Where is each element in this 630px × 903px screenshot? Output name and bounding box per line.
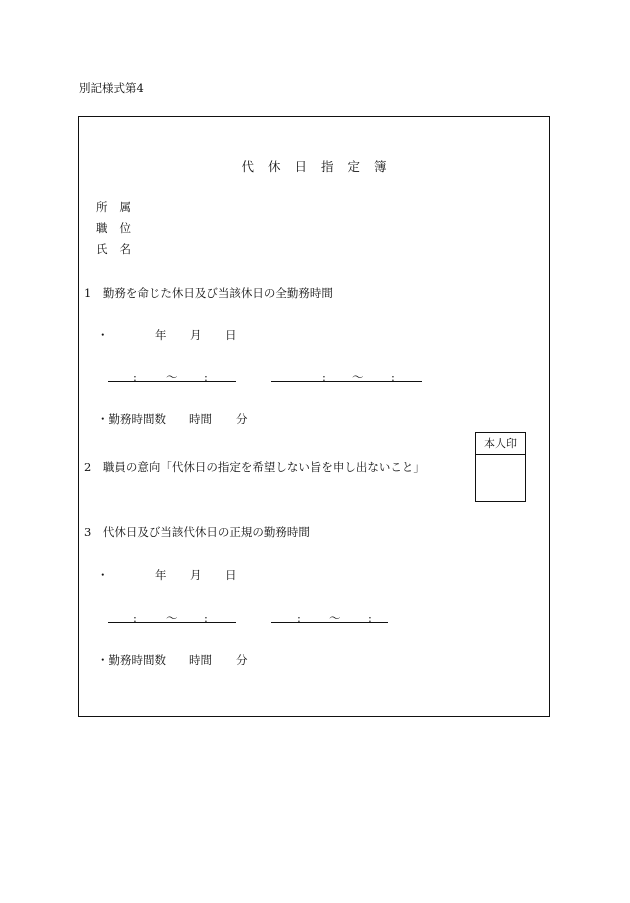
position-label: 職位 [96, 221, 143, 235]
section3-time1-tilde: 〜 [166, 611, 178, 625]
section3-hours-label: ・勤務時間数 [97, 653, 166, 667]
section1-hours-label: ・勤務時間数 [97, 412, 166, 426]
section1-date-bullet: ・ [97, 328, 109, 342]
section1-day-label: 日 [225, 328, 237, 342]
section3-time1-underline [108, 622, 236, 623]
section3-hours-unit: 時間 [189, 653, 212, 667]
section2-heading: 2 職員の意向「代休日の指定を希望しない旨を申し出ないこと」 [84, 460, 425, 474]
section3-time1-start-colon: : [133, 611, 137, 625]
section1-month-label: 月 [190, 328, 202, 342]
section3-year-label: 年 [155, 568, 167, 582]
section3-date-bullet: ・ [97, 568, 109, 582]
section1-time2-start-colon: : [322, 370, 326, 384]
section3-time2-start-colon: : [297, 611, 301, 625]
seal-label: 本人印 [484, 437, 517, 450]
section1-year-label: 年 [155, 328, 167, 342]
seal-box[interactable] [475, 432, 526, 502]
section3-time2-tilde: 〜 [329, 611, 341, 625]
seal-divider [476, 454, 525, 455]
section1-minutes-unit: 分 [236, 412, 248, 426]
section3-heading: 3 代休日及び当該代休日の正規の勤務時間 [84, 525, 310, 539]
section1-time1-start-colon: : [133, 370, 137, 384]
section1-time1-tilde: 〜 [166, 370, 178, 384]
name-label: 氏名 [96, 242, 143, 256]
form-number: 別記様式第4 [79, 81, 144, 95]
section1-time2-tilde: 〜 [352, 370, 364, 384]
form-title: 代休日指定簿 [241, 159, 401, 174]
section3-day-label: 日 [225, 568, 237, 582]
section1-time2-end-colon: : [391, 370, 395, 384]
section1-heading: 1 勤務を命じた休日及び当該休日の全勤務時間 [84, 286, 333, 300]
section3-time2-underline [271, 622, 388, 623]
section3-month-label: 月 [190, 568, 202, 582]
affiliation-label: 所属 [96, 200, 143, 214]
section3-minutes-unit: 分 [236, 653, 248, 667]
section1-hours-unit: 時間 [189, 412, 212, 426]
section3-time2-end-colon: : [368, 611, 372, 625]
section3-time1-end-colon: : [204, 611, 208, 625]
section1-time1-underline [108, 381, 236, 382]
section1-time1-end-colon: : [204, 370, 208, 384]
section1-time2-underline [271, 381, 422, 382]
